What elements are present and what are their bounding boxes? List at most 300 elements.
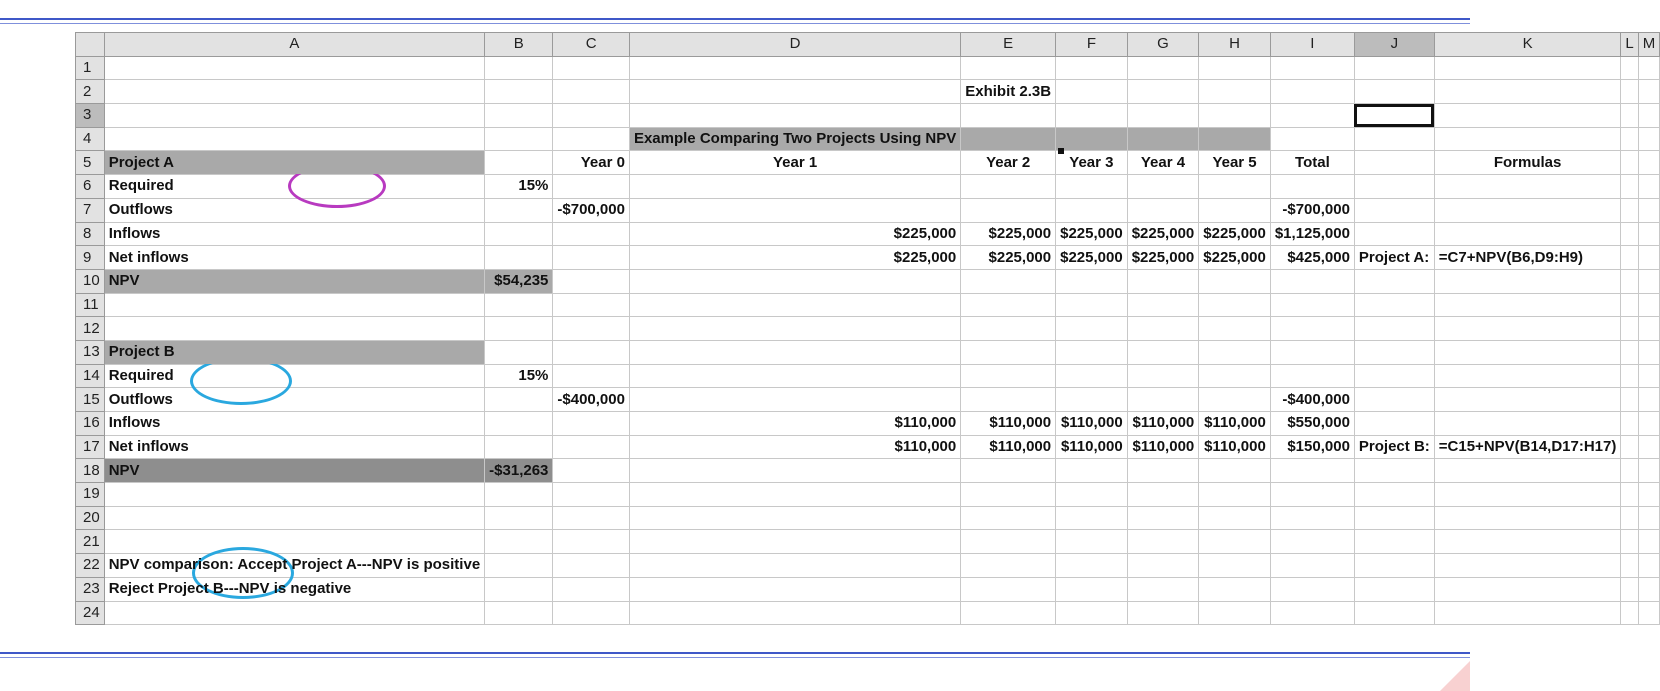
cell-i20[interactable]: [1270, 506, 1354, 530]
cell-h10[interactable]: [1199, 269, 1271, 293]
row-header[interactable]: 17: [76, 435, 105, 459]
cell-c6[interactable]: [553, 175, 630, 199]
cell-g9[interactable]: $225,000: [1127, 246, 1199, 270]
cell-c9[interactable]: [553, 246, 630, 270]
cell-h7[interactable]: [1199, 198, 1271, 222]
cell-b2[interactable]: [485, 80, 553, 104]
cell-k7[interactable]: [1434, 198, 1621, 222]
cell-c13[interactable]: [553, 340, 630, 364]
cell-f10[interactable]: [1056, 269, 1128, 293]
cell-h21[interactable]: [1199, 530, 1271, 554]
cell-h11[interactable]: [1199, 293, 1271, 317]
cell-a2[interactable]: [104, 80, 484, 104]
cell-j15[interactable]: [1354, 388, 1434, 412]
cell-k23[interactable]: [1434, 577, 1621, 601]
cell-h18[interactable]: [1199, 459, 1271, 483]
cell-h23[interactable]: [1199, 577, 1271, 601]
row-header[interactable]: 5: [76, 151, 105, 175]
cell-a12[interactable]: [104, 317, 484, 341]
cell-h22[interactable]: [1199, 554, 1271, 578]
cell-h1[interactable]: [1199, 56, 1271, 80]
cell-j23[interactable]: [1354, 577, 1434, 601]
cell-j11[interactable]: [1354, 293, 1434, 317]
cell-i11[interactable]: [1270, 293, 1354, 317]
cell-i2[interactable]: [1270, 80, 1354, 104]
cell-f16[interactable]: $110,000: [1056, 412, 1128, 436]
cell-h4[interactable]: [1199, 127, 1271, 151]
cell-d22[interactable]: [629, 554, 960, 578]
cell-k19[interactable]: [1434, 483, 1621, 507]
column-header-m[interactable]: M: [1638, 33, 1660, 57]
cell-a1[interactable]: [104, 56, 484, 80]
row-header[interactable]: 15: [76, 388, 105, 412]
cell-k15[interactable]: [1434, 388, 1621, 412]
cell-c1[interactable]: [553, 56, 630, 80]
cell-h24[interactable]: [1199, 601, 1271, 625]
cell-e3[interactable]: [961, 104, 1056, 128]
cell-c16[interactable]: [553, 412, 630, 436]
cell-d19[interactable]: [629, 483, 960, 507]
cell-c12[interactable]: [553, 317, 630, 341]
cell-i8[interactable]: $1,125,000: [1270, 222, 1354, 246]
cell-l21[interactable]: [1621, 530, 1638, 554]
row-header[interactable]: 1: [76, 56, 105, 80]
cell-g3[interactable]: [1127, 104, 1199, 128]
cell-e1[interactable]: [961, 56, 1056, 80]
cell-m6[interactable]: [1638, 175, 1660, 199]
cell-c3[interactable]: [553, 104, 630, 128]
cell-c18[interactable]: [553, 459, 630, 483]
cell-f1[interactable]: [1056, 56, 1128, 80]
cell-m12[interactable]: [1638, 317, 1660, 341]
cell-k10[interactable]: [1434, 269, 1621, 293]
cell-a14[interactable]: Required: [104, 364, 484, 388]
cell-d23[interactable]: [629, 577, 960, 601]
row-header[interactable]: 4: [76, 127, 105, 151]
row-header[interactable]: 23: [76, 577, 105, 601]
cell-m19[interactable]: [1638, 483, 1660, 507]
cell-c23[interactable]: [553, 577, 630, 601]
cell-i22[interactable]: [1270, 554, 1354, 578]
cell-a17[interactable]: Net inflows: [104, 435, 484, 459]
cell-d20[interactable]: [629, 506, 960, 530]
cell-g17[interactable]: $110,000: [1127, 435, 1199, 459]
cell-b19[interactable]: [485, 483, 553, 507]
cell-m16[interactable]: [1638, 412, 1660, 436]
cell-h8[interactable]: $225,000: [1199, 222, 1271, 246]
cell-c5[interactable]: Year 0: [553, 151, 630, 175]
row-header[interactable]: 12: [76, 317, 105, 341]
cell-e18[interactable]: [961, 459, 1056, 483]
cell-e14[interactable]: [961, 364, 1056, 388]
cell-g19[interactable]: [1127, 483, 1199, 507]
row-header[interactable]: 11: [76, 293, 105, 317]
cell-b9[interactable]: [485, 246, 553, 270]
cell-k3[interactable]: [1434, 104, 1621, 128]
cell-h14[interactable]: [1199, 364, 1271, 388]
cell-m1[interactable]: [1638, 56, 1660, 80]
cell-m4[interactable]: [1638, 127, 1660, 151]
cell-b21[interactable]: [485, 530, 553, 554]
cell-g12[interactable]: [1127, 317, 1199, 341]
cell-c10[interactable]: [553, 269, 630, 293]
row-header[interactable]: 8: [76, 222, 105, 246]
row-header[interactable]: 9: [76, 246, 105, 270]
cell-c2[interactable]: [553, 80, 630, 104]
cell-f2[interactable]: [1056, 80, 1128, 104]
cell-c22[interactable]: [553, 554, 630, 578]
cell-l8[interactable]: [1621, 222, 1638, 246]
cell-h20[interactable]: [1199, 506, 1271, 530]
cell-e8[interactable]: $225,000: [961, 222, 1056, 246]
cell-j22[interactable]: [1354, 554, 1434, 578]
cell-i23[interactable]: [1270, 577, 1354, 601]
cell-j3[interactable]: [1354, 104, 1434, 128]
cell-k6[interactable]: [1434, 175, 1621, 199]
column-header-i[interactable]: I: [1270, 33, 1354, 57]
row-header[interactable]: 24: [76, 601, 105, 625]
cell-b24[interactable]: [485, 601, 553, 625]
cell-l11[interactable]: [1621, 293, 1638, 317]
column-header-f[interactable]: F: [1056, 33, 1128, 57]
row-header[interactable]: 13: [76, 340, 105, 364]
cell-e2[interactable]: Exhibit 2.3B: [961, 80, 1056, 104]
cell-g22[interactable]: [1127, 554, 1199, 578]
cell-j6[interactable]: [1354, 175, 1434, 199]
cell-a23[interactable]: Reject Project B---NPV is negative: [104, 577, 484, 601]
cell-l17[interactable]: [1621, 435, 1638, 459]
cell-j14[interactable]: [1354, 364, 1434, 388]
select-all-corner[interactable]: [76, 33, 105, 57]
cell-f13[interactable]: [1056, 340, 1128, 364]
row-header[interactable]: 16: [76, 412, 105, 436]
cell-b14[interactable]: 15%: [485, 364, 553, 388]
cell-k8[interactable]: [1434, 222, 1621, 246]
cell-b12[interactable]: [485, 317, 553, 341]
cell-m21[interactable]: [1638, 530, 1660, 554]
cell-c8[interactable]: [553, 222, 630, 246]
cell-k9[interactable]: =C7+NPV(B6,D9:H9): [1434, 246, 1621, 270]
column-header-l[interactable]: L: [1621, 33, 1638, 57]
cell-b3[interactable]: [485, 104, 553, 128]
cell-c4[interactable]: [553, 127, 630, 151]
cell-g2[interactable]: [1127, 80, 1199, 104]
cell-f14[interactable]: [1056, 364, 1128, 388]
cell-i16[interactable]: $550,000: [1270, 412, 1354, 436]
cell-k5[interactable]: Formulas: [1434, 151, 1621, 175]
cell-m24[interactable]: [1638, 601, 1660, 625]
cell-d10[interactable]: [629, 269, 960, 293]
cell-e5[interactable]: Year 2: [961, 151, 1056, 175]
cell-e24[interactable]: [961, 601, 1056, 625]
cell-f15[interactable]: [1056, 388, 1128, 412]
cell-f3[interactable]: [1056, 104, 1128, 128]
cell-m15[interactable]: [1638, 388, 1660, 412]
cell-f23[interactable]: [1056, 577, 1128, 601]
cell-h19[interactable]: [1199, 483, 1271, 507]
cell-a11[interactable]: [104, 293, 484, 317]
cell-j18[interactable]: [1354, 459, 1434, 483]
cell-i18[interactable]: [1270, 459, 1354, 483]
cell-l6[interactable]: [1621, 175, 1638, 199]
cell-d15[interactable]: [629, 388, 960, 412]
row-header[interactable]: 3: [76, 104, 105, 128]
cell-a18[interactable]: NPV: [104, 459, 484, 483]
cell-i14[interactable]: [1270, 364, 1354, 388]
cell-a16[interactable]: Inflows: [104, 412, 484, 436]
cell-f5[interactable]: Year 3: [1056, 151, 1128, 175]
cell-d1[interactable]: [629, 56, 960, 80]
cell-c21[interactable]: [553, 530, 630, 554]
cell-d6[interactable]: [629, 175, 960, 199]
cell-b18[interactable]: -$31,263: [485, 459, 553, 483]
cell-g21[interactable]: [1127, 530, 1199, 554]
cell-g10[interactable]: [1127, 269, 1199, 293]
cell-d11[interactable]: [629, 293, 960, 317]
cell-f24[interactable]: [1056, 601, 1128, 625]
cell-f11[interactable]: [1056, 293, 1128, 317]
column-header-k[interactable]: K: [1434, 33, 1621, 57]
cell-f4[interactable]: [1056, 127, 1128, 151]
cell-c14[interactable]: [553, 364, 630, 388]
cell-k14[interactable]: [1434, 364, 1621, 388]
cell-l18[interactable]: [1621, 459, 1638, 483]
cell-j19[interactable]: [1354, 483, 1434, 507]
cell-h5[interactable]: Year 5: [1199, 151, 1271, 175]
cell-j2[interactable]: [1354, 80, 1434, 104]
cell-e9[interactable]: $225,000: [961, 246, 1056, 270]
cell-l23[interactable]: [1621, 577, 1638, 601]
cell-g13[interactable]: [1127, 340, 1199, 364]
cell-m22[interactable]: [1638, 554, 1660, 578]
cell-i4[interactable]: [1270, 127, 1354, 151]
cell-g7[interactable]: [1127, 198, 1199, 222]
row-header[interactable]: 20: [76, 506, 105, 530]
cell-m5[interactable]: [1638, 151, 1660, 175]
column-header-b[interactable]: B: [485, 33, 553, 57]
cell-h12[interactable]: [1199, 317, 1271, 341]
cell-k16[interactable]: [1434, 412, 1621, 436]
cell-h16[interactable]: $110,000: [1199, 412, 1271, 436]
cell-e22[interactable]: [961, 554, 1056, 578]
cell-f22[interactable]: [1056, 554, 1128, 578]
cell-j5[interactable]: [1354, 151, 1434, 175]
cell-l22[interactable]: [1621, 554, 1638, 578]
cell-j8[interactable]: [1354, 222, 1434, 246]
cell-k22[interactable]: [1434, 554, 1621, 578]
cell-f17[interactable]: $110,000: [1056, 435, 1128, 459]
cell-f21[interactable]: [1056, 530, 1128, 554]
cell-g1[interactable]: [1127, 56, 1199, 80]
cell-i3[interactable]: [1270, 104, 1354, 128]
cell-g16[interactable]: $110,000: [1127, 412, 1199, 436]
cell-l19[interactable]: [1621, 483, 1638, 507]
cell-c15[interactable]: -$400,000: [553, 388, 630, 412]
cell-e17[interactable]: $110,000: [961, 435, 1056, 459]
cell-h2[interactable]: [1199, 80, 1271, 104]
cell-a13[interactable]: Project B: [104, 340, 484, 364]
cell-a19[interactable]: [104, 483, 484, 507]
cell-b22[interactable]: [485, 554, 553, 578]
cell-b15[interactable]: [485, 388, 553, 412]
cell-e16[interactable]: $110,000: [961, 412, 1056, 436]
cell-d13[interactable]: [629, 340, 960, 364]
cell-d12[interactable]: [629, 317, 960, 341]
row-header[interactable]: 18: [76, 459, 105, 483]
cell-a15[interactable]: Outflows: [104, 388, 484, 412]
cell-l24[interactable]: [1621, 601, 1638, 625]
cell-a22[interactable]: NPV comparison: Accept Project A---NPV is positive: [104, 554, 484, 578]
cell-e7[interactable]: [961, 198, 1056, 222]
cell-a10[interactable]: NPV: [104, 269, 484, 293]
cell-i5[interactable]: Total: [1270, 151, 1354, 175]
cell-j21[interactable]: [1354, 530, 1434, 554]
cell-i1[interactable]: [1270, 56, 1354, 80]
cell-h15[interactable]: [1199, 388, 1271, 412]
cell-e13[interactable]: [961, 340, 1056, 364]
cell-i19[interactable]: [1270, 483, 1354, 507]
cell-k2[interactable]: [1434, 80, 1621, 104]
cell-l2[interactable]: [1621, 80, 1638, 104]
row-header[interactable]: 7: [76, 198, 105, 222]
cell-k24[interactable]: [1434, 601, 1621, 625]
cell-j10[interactable]: [1354, 269, 1434, 293]
cell-a4[interactable]: [104, 127, 484, 151]
column-header-e[interactable]: E: [961, 33, 1056, 57]
cell-g14[interactable]: [1127, 364, 1199, 388]
cell-l12[interactable]: [1621, 317, 1638, 341]
cell-d18[interactable]: [629, 459, 960, 483]
row-header[interactable]: 22: [76, 554, 105, 578]
cell-m17[interactable]: [1638, 435, 1660, 459]
cell-m18[interactable]: [1638, 459, 1660, 483]
cell-k12[interactable]: [1434, 317, 1621, 341]
cell-a3[interactable]: [104, 104, 484, 128]
cell-e12[interactable]: [961, 317, 1056, 341]
cell-c17[interactable]: [553, 435, 630, 459]
cell-m10[interactable]: [1638, 269, 1660, 293]
cell-m11[interactable]: [1638, 293, 1660, 317]
row-header[interactable]: 2: [76, 80, 105, 104]
cell-l20[interactable]: [1621, 506, 1638, 530]
column-header-d[interactable]: D: [629, 33, 960, 57]
cell-i24[interactable]: [1270, 601, 1354, 625]
cell-d8[interactable]: $225,000: [629, 222, 960, 246]
cell-f12[interactable]: [1056, 317, 1128, 341]
cell-b16[interactable]: [485, 412, 553, 436]
cell-b13[interactable]: [485, 340, 553, 364]
cell-b6[interactable]: 15%: [485, 175, 553, 199]
cell-g11[interactable]: [1127, 293, 1199, 317]
cell-j4[interactable]: [1354, 127, 1434, 151]
cell-d16[interactable]: $110,000: [629, 412, 960, 436]
cell-g18[interactable]: [1127, 459, 1199, 483]
cell-m13[interactable]: [1638, 340, 1660, 364]
cell-k17[interactable]: =C15+NPV(B14,D17:H17): [1434, 435, 1621, 459]
cell-d4[interactable]: Example Comparing Two Projects Using NPV: [629, 127, 960, 151]
cell-g4[interactable]: [1127, 127, 1199, 151]
cell-e20[interactable]: [961, 506, 1056, 530]
cell-m20[interactable]: [1638, 506, 1660, 530]
cell-f8[interactable]: $225,000: [1056, 222, 1128, 246]
cell-j9[interactable]: Project A:: [1354, 246, 1434, 270]
cell-l13[interactable]: [1621, 340, 1638, 364]
cell-i13[interactable]: [1270, 340, 1354, 364]
cell-l10[interactable]: [1621, 269, 1638, 293]
cell-e23[interactable]: [961, 577, 1056, 601]
cell-m23[interactable]: [1638, 577, 1660, 601]
row-header[interactable]: 6: [76, 175, 105, 199]
cell-k13[interactable]: [1434, 340, 1621, 364]
cell-g5[interactable]: Year 4: [1127, 151, 1199, 175]
cell-l14[interactable]: [1621, 364, 1638, 388]
column-header-a[interactable]: A: [104, 33, 484, 57]
cell-a6[interactable]: Required: [104, 175, 484, 199]
cell-d14[interactable]: [629, 364, 960, 388]
cell-f20[interactable]: [1056, 506, 1128, 530]
cell-m3[interactable]: [1638, 104, 1660, 128]
cell-e6[interactable]: [961, 175, 1056, 199]
cell-l1[interactable]: [1621, 56, 1638, 80]
cell-h3[interactable]: [1199, 104, 1271, 128]
cell-c19[interactable]: [553, 483, 630, 507]
column-header-c[interactable]: C: [553, 33, 630, 57]
cell-b7[interactable]: [485, 198, 553, 222]
cell-h9[interactable]: $225,000: [1199, 246, 1271, 270]
cell-g24[interactable]: [1127, 601, 1199, 625]
cell-d5[interactable]: Year 1: [629, 151, 960, 175]
cell-g23[interactable]: [1127, 577, 1199, 601]
cell-i15[interactable]: -$400,000: [1270, 388, 1354, 412]
cell-b11[interactable]: [485, 293, 553, 317]
cell-j1[interactable]: [1354, 56, 1434, 80]
cell-l5[interactable]: [1621, 151, 1638, 175]
cell-k11[interactable]: [1434, 293, 1621, 317]
cell-k1[interactable]: [1434, 56, 1621, 80]
row-header[interactable]: 19: [76, 483, 105, 507]
cell-j16[interactable]: [1354, 412, 1434, 436]
cell-e19[interactable]: [961, 483, 1056, 507]
cell-a7[interactable]: Outflows: [104, 198, 484, 222]
cell-a9[interactable]: Net inflows: [104, 246, 484, 270]
cell-l3[interactable]: [1621, 104, 1638, 128]
cell-i10[interactable]: [1270, 269, 1354, 293]
cell-k4[interactable]: [1434, 127, 1621, 151]
cell-j12[interactable]: [1354, 317, 1434, 341]
cell-d2[interactable]: [629, 80, 960, 104]
cell-c24[interactable]: [553, 601, 630, 625]
cell-l7[interactable]: [1621, 198, 1638, 222]
cell-e11[interactable]: [961, 293, 1056, 317]
cell-l15[interactable]: [1621, 388, 1638, 412]
cell-k20[interactable]: [1434, 506, 1621, 530]
cell-c20[interactable]: [553, 506, 630, 530]
cell-i9[interactable]: $425,000: [1270, 246, 1354, 270]
cell-d24[interactable]: [629, 601, 960, 625]
cell-j17[interactable]: Project B:: [1354, 435, 1434, 459]
cell-g8[interactable]: $225,000: [1127, 222, 1199, 246]
cell-b5[interactable]: [485, 151, 553, 175]
cell-l4[interactable]: [1621, 127, 1638, 151]
cell-f19[interactable]: [1056, 483, 1128, 507]
cell-f9[interactable]: $225,000: [1056, 246, 1128, 270]
cell-l9[interactable]: [1621, 246, 1638, 270]
column-header-g[interactable]: G: [1127, 33, 1199, 57]
cell-e10[interactable]: [961, 269, 1056, 293]
cell-g20[interactable]: [1127, 506, 1199, 530]
cell-i7[interactable]: -$700,000: [1270, 198, 1354, 222]
cell-m8[interactable]: [1638, 222, 1660, 246]
